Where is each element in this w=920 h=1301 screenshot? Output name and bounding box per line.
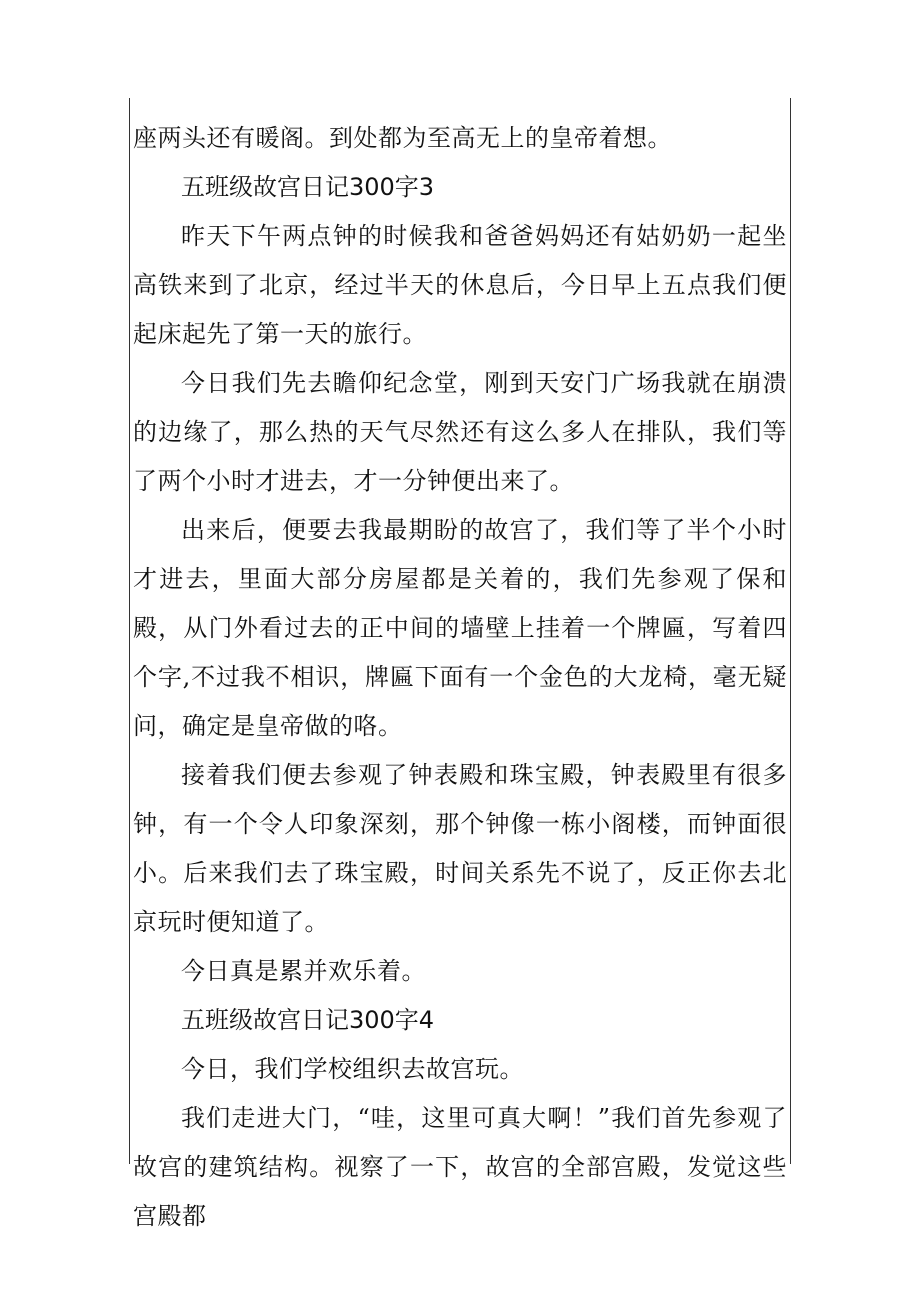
paragraph: 今日真是累并欢乐着。: [181, 957, 426, 985]
paragraph: 昨天下午两点钟的时候我和爸爸妈妈还有姑奶奶一起坐高铁来到了北京，经过半天的休息后，今日早上五点我们便起床起先了第一天的旅行。: [133, 222, 787, 348]
section-heading-3: 五班级故宫日记300字3: [181, 173, 435, 201]
left-border-line: [129, 98, 130, 1164]
paragraph: 我们走进大门，“哇，这里可真大啊！”我们首先参观了故宫的建筑结构。视察了一下，故宫的全部宫殿，发觉这些宫殿都: [133, 1104, 787, 1230]
paragraph-continued: 座两头还有暖阁。到处都为至高无上的皇帝着想。: [133, 124, 672, 152]
section-heading-4: 五班级故宫日记300字4: [181, 1006, 435, 1034]
document-body: [133, 114, 787, 1241]
paragraph: 接着我们便去参观了钟表殿和珠宝殿，钟表殿里有很多钟，有一个令人印象深刻，那个钟像一栋小阁楼，而钟面很小。后来我们去了珠宝殿，时间关系先不说了，反正你去北京玩时便知道了。: [133, 761, 787, 936]
paragraph: 今日，我们学校组织去故宫玩。: [181, 1055, 524, 1083]
right-border-line: [790, 98, 791, 1164]
paragraph: 今日我们先去瞻仰纪念堂，刚到天安门广场我就在崩溃的边缘了，那么热的天气尽然还有这么多人在排队，我们等了两个小时才进去，才一分钟便出来了。: [133, 369, 787, 495]
paragraph: 出来后，便要去我最期盼的故宫了，我们等了半个小时才进去，里面大部分房屋都是关着的，我们先参观了保和殿，从门外看过去的正中间的墙壁上挂着一个牌匾，写着四个字,不过我不相识，牌匾下面有一个金色的大龙椅，毫无疑问，确定是皇帝做的咯。: [133, 516, 787, 740]
